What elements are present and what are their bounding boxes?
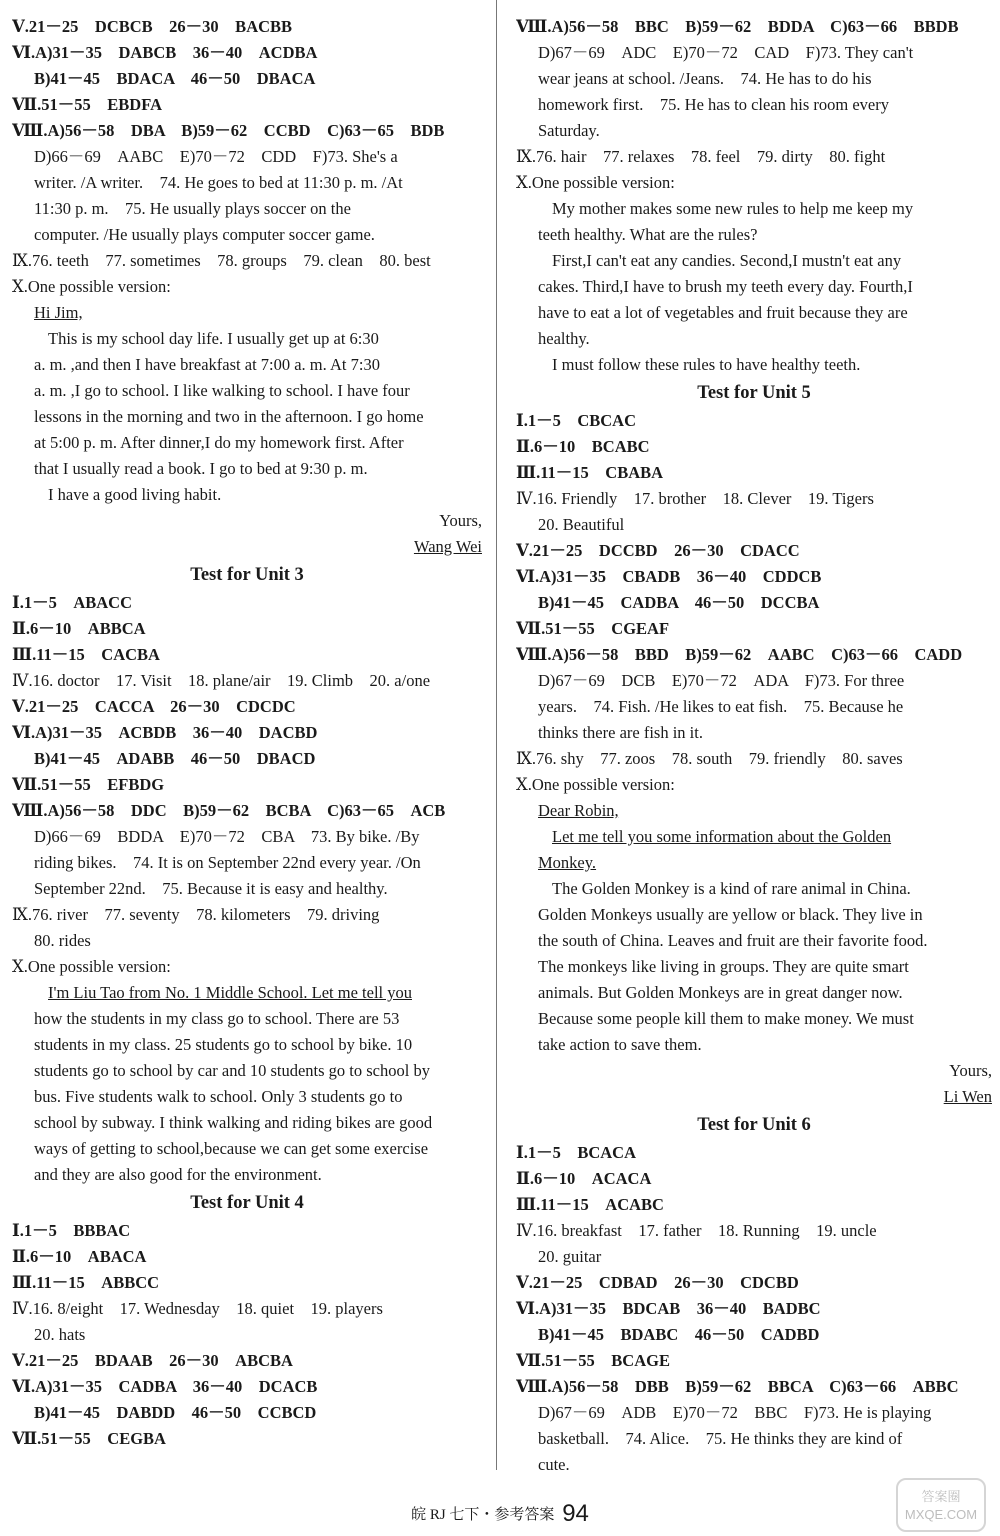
answer-line: Hi Jim, [34,303,83,322]
answer-line: D)67－69 ADC E)70－72 CAD F)73. They can't [538,43,914,62]
answer-line: I'm Liu Tao from No. 1 Middle School. Let me tell you [48,983,412,1002]
answer-line: This is my school day life. I usually get up at 6:30 [48,329,379,348]
answer-line: September 22nd. 75. Because it is easy and healthy. [34,879,388,898]
answer-line: I have a good living habit. [48,485,222,504]
section-heading: Test for Unit 3 [190,565,304,585]
answer-line: 20. guitar [538,1247,602,1266]
answer-line: Ⅲ.11－15 ACABC [516,1195,664,1214]
answer-line: Ⅱ.6－10 ACACA [516,1169,652,1188]
answer-line: Ⅰ.1－5 CBCAC [516,411,637,430]
answer-line: B)41－45 BDACA 46－50 DBACA [34,69,316,88]
watermark-text: 答案圈 [921,1489,961,1504]
answer-line: Ⅷ.A)56－58 DDC B)59－62 BCBA C)63－65 ACB [12,801,446,820]
answer-line: Ⅷ.A)56－58 DBA B)59－62 CCBD C)63－65 BDB [12,121,445,140]
answer-line: take action to save them. [538,1035,702,1054]
answer-line: Ⅰ.1－5 ABACC [12,593,133,612]
answer-line: computer. /He usually plays computer soccer game. [34,225,375,244]
answer-line: 80. rides [34,931,91,950]
answer-line: years. 74. Fish. /He likes to eat fish. 75. Because he [538,697,904,716]
answer-line: Monkey. [538,853,597,872]
answer-line: that I usually read a book. I go to bed at 9:30 p. m. [34,459,368,478]
answer-line: a. m. ,and then I have breakfast at 7:00 a. m. At 7:30 [34,355,380,374]
answer-line: Li Wen [943,1087,992,1106]
answer-line: basketball. 74. Alice. 75. He thinks they are kind of [538,1429,903,1448]
answer-line: My mother makes some new rules to help me keep my [552,199,914,218]
answer-line: writer. /A writer. 74. He goes to bed at 11:30 p. m. /At [34,173,403,192]
answer-line: at 5:00 p. m. After dinner,I do my homework first. After [34,433,404,452]
answer-line: Ⅴ.21－25 DCCBD 26－30 CDACC [516,541,800,560]
answer-line: Ⅱ.6－10 ABACA [12,1247,147,1266]
footer-label: 皖 RJ 七下・参考答案 [411,1507,555,1523]
answer-line: Ⅷ.A)56－58 BBD B)59－62 AABC C)63－66 CADD [516,645,963,664]
answer-line: Ⅴ.21－25 DCBCB 26－30 BACBB [12,17,293,36]
section-heading: Test for Unit 5 [697,383,811,403]
answer-line: a. m. ,I go to school. I like walking to school. I have four [34,381,410,400]
answer-line: have to eat a lot of vegetables and fruit because they are [538,303,908,322]
left-column [12,14,482,1452]
answer-line: teeth healthy. What are the rules? [538,225,758,244]
answer-line: Ⅷ.A)56－58 DBB B)59－62 BBCA C)63－66 ABBC [516,1377,959,1396]
right-column [516,14,992,1478]
answer-line: Ⅲ.11－15 CACBA [12,645,160,664]
answer-line: Ⅷ.A)56－58 BBC B)59－62 BDDA C)63－66 BBDB [516,17,959,36]
answer-line: Ⅹ.One possible version: [516,775,675,794]
answer-line: Yours, [949,1061,992,1080]
column-divider [496,0,497,1470]
answer-line: cakes. Third,I have to brush my teeth every day. Fourth,I [538,277,913,296]
answer-line: Ⅴ.21－25 CACCA 26－30 CDCDC [12,697,296,716]
answer-line: thinks there are fish in it. [538,723,703,742]
page-footer [0,1498,1000,1531]
section-heading: Test for Unit 6 [697,1115,811,1135]
answer-line: the south of China. Leaves and fruit are their favorite food. [538,931,928,950]
answer-line: lessons in the morning and two in the afternoon. I go home [34,407,424,426]
answer-line: Ⅵ.A)31－35 CADBA 36－40 DCACB [12,1377,318,1396]
answer-line: Ⅲ.11－15 CBABA [516,463,664,482]
answer-line: B)41－45 BDABC 46－50 CADBD [538,1325,820,1344]
answer-line: and they are also good for the environment. [34,1165,322,1184]
answer-line: I must follow these rules to have healthy teeth. [552,355,861,374]
answer-line: 20. Beautiful [538,515,625,534]
answer-line: 20. hats [34,1325,86,1344]
answer-line: Ⅲ.11－15 ABBCC [12,1273,160,1292]
answer-line: Ⅶ.51－55 EBDFA [12,95,162,114]
answer-line: Ⅵ.A)31－35 ACBDB 36－40 DACBD [12,723,318,742]
answer-line: healthy. [538,329,590,348]
answer-line: Ⅴ.21－25 BDAAB 26－30 ABCBA [12,1351,293,1370]
answer-line: Ⅱ.6－10 BCABC [516,437,650,456]
answer-line: Ⅰ.1－5 BCACA [516,1143,637,1162]
answer-line: D)67－69 ADB E)70－72 BBC F)73. He is playing [538,1403,932,1422]
watermark-url: MXQE.COM [904,1507,978,1522]
watermark-logo [896,1478,986,1532]
answer-line: Ⅰ.1－5 BBBAC [12,1221,131,1240]
answer-line: Ⅴ.21－25 CDBAD 26－30 CDCBD [516,1273,799,1292]
answer-line: Ⅵ.A)31－35 BDCAB 36－40 BADBC [516,1299,821,1318]
answer-line: B)41－45 CADBA 46－50 DCCBA [538,593,820,612]
answer-line: Ⅱ.6－10 ABBCA [12,619,146,638]
answer-line: B)41－45 DABDD 46－50 CCBCD [34,1403,317,1422]
answer-line: The Golden Monkey is a kind of rare animal in China. [552,879,911,898]
answer-line: cute. [538,1455,570,1474]
answer-line: Ⅶ.51－55 EFBDG [12,775,165,794]
answer-line: Ⅳ.16. doctor 17. Visit 18. plane/air 19. Climb 20. a/one [12,671,431,690]
answer-line: Ⅳ.16. breakfast 17. father 18. Running 19. uncle [516,1221,877,1240]
answer-line: Wang Wei [413,537,482,556]
answer-line: Because some people kill them to make money. We must [538,1009,914,1028]
answer-line: students in my class. 25 students go to school by bike. 10 [34,1035,413,1054]
answer-line: Ⅹ.One possible version: [12,957,171,976]
answer-line: D)67－69 DCB E)70－72 ADA F)73. For three [538,671,905,690]
answer-line: 11:30 p. m. 75. He usually plays soccer on the [34,199,351,218]
answer-line: homework first. 75. He has to clean his room every [538,95,889,114]
answer-line: students go to school by car and 10 students go to school by [34,1061,430,1080]
answer-line: school by subway. I think walking and riding bikes are good [34,1113,433,1132]
answer-line: Yours, [439,511,482,530]
answer-line: riding bikes. 74. It is on September 22nd every year. /On [34,853,421,872]
answer-line: B)41－45 ADABB 46－50 DBACD [34,749,316,768]
answer-line: Ⅳ.16. 8/eight 17. Wednesday 18. quiet 19. players [12,1299,383,1318]
answer-line: Ⅶ.51－55 BCAGE [516,1351,670,1370]
answer-line: animals. But Golden Monkeys are in great danger now. [538,983,903,1002]
answer-line: The monkeys like living in groups. They are quite smart [538,957,909,976]
answer-line: ways of getting to school,because we can get some exercise [34,1139,429,1158]
answer-line: D)66－69 AABC E)70－72 CDD F)73. She's a [34,147,398,166]
answer-line: how the students in my class go to school. There are 53 [34,1009,400,1028]
answer-line: Ⅵ.A)31－35 CBADB 36－40 CDDCB [516,567,822,586]
answer-line: D)66－69 BDDA E)70－72 CBA 73. By bike. /By [34,827,420,846]
page-number: 94 [562,1500,589,1527]
answer-line: Ⅸ.76. teeth 77. sometimes 78. groups 79. clean 80. best [12,251,431,270]
answer-line: Dear Robin, [538,801,619,820]
answer-line: Let me tell you some information about the Golden [552,827,892,846]
answer-line: Ⅸ.76. hair 77. relaxes 78. feel 79. dirty 80. fight [516,147,886,166]
answer-line: Saturday. [538,121,600,140]
answer-line: First,I can't eat any candies. Second,I mustn't eat any [552,251,902,270]
answer-line: bus. Five students walk to school. Only 3 students go to [34,1087,403,1106]
answer-line: Ⅹ.One possible version: [516,173,675,192]
answer-line: Ⅵ.A)31－35 DABCB 36－40 ACDBA [12,43,318,62]
answer-line: Ⅸ.76. shy 77. zoos 78. south 79. friendly 80. saves [516,749,903,768]
answer-line: Golden Monkeys usually are yellow or black. They live in [538,905,923,924]
section-heading: Test for Unit 4 [190,1193,304,1213]
answer-line: Ⅶ.51－55 CGEAF [516,619,670,638]
answer-line: Ⅹ.One possible version: [12,277,171,296]
answer-line: Ⅳ.16. Friendly 17. brother 18. Clever 19. Tigers [516,489,874,508]
answer-line: Ⅶ.51－55 CEGBA [12,1429,166,1448]
answer-line: Ⅸ.76. river 77. seventy 78. kilometers 79. driving [12,905,380,924]
answer-line: wear jeans at school. /Jeans. 74. He has to do his [538,69,872,88]
